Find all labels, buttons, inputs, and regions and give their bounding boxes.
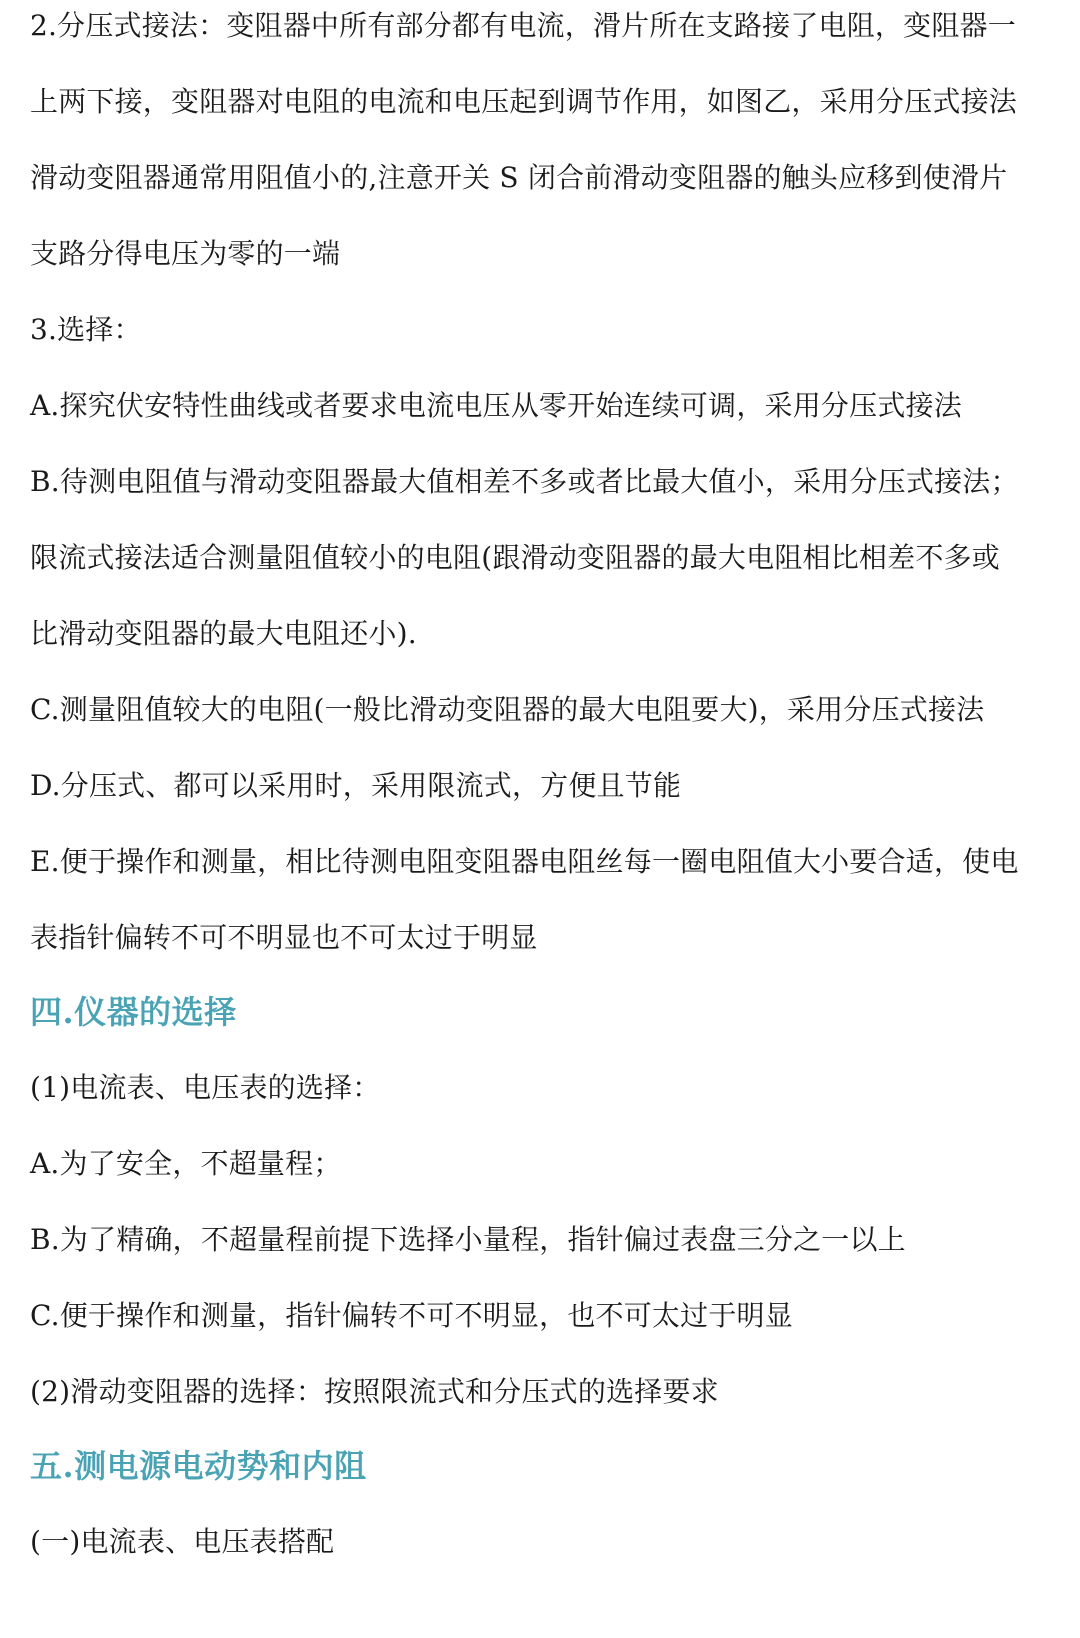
list-item: A.探究伏安特性曲线或者要求电流电压从零开始连续可调，采用分压式接法 bbox=[30, 389, 962, 422]
list-item: C.测量阻值较大的电阻(一般比滑动变阻器的最大电阻要大)，采用分压式接法 bbox=[30, 693, 985, 726]
paragraph-line: 2.分压式接法：变阻器中所有部分都有电流，滑片所在支路接了电阻，变阻器一 bbox=[30, 9, 1016, 42]
list-item: C.便于操作和测量，指针偏转不可不明显，也不可太过于明显 bbox=[30, 1299, 793, 1332]
subsection-label: (2)滑动变阻器的选择：按照限流式和分压式的选择要求 bbox=[30, 1375, 719, 1408]
paragraph-line: 滑动变阻器通常用阻值小的,注意开关 S 闭合前滑动变阻器的触头应移到使滑片 bbox=[30, 161, 1008, 194]
list-item: A.为了安全，不超量程； bbox=[30, 1147, 342, 1180]
list-item: B.待测电阻值与滑动变阻器最大值相差不多或者比最大值小，采用分压式接法； bbox=[30, 465, 1019, 498]
section-heading: 五.测电源电动势和内阻 bbox=[30, 1447, 367, 1485]
paragraph-line: 上两下接，变阻器对电阻的电流和电压起到调节作用，如图乙，采用分压式接法 bbox=[30, 85, 1018, 118]
paragraph-line: 比滑动变阻器的最大电阻还小). bbox=[30, 617, 417, 650]
paragraph-line: 限流式接法适合测量阻值较小的电阻(跟滑动变阻器的最大电阻相比相差不多或 bbox=[30, 541, 1000, 574]
list-item: D.分压式、都可以采用时，采用限流式，方便且节能 bbox=[30, 769, 682, 802]
paragraph-line: 支路分得电压为零的一端 bbox=[30, 237, 341, 270]
subsection-label: (一)电流表、电压表搭配 bbox=[30, 1525, 335, 1558]
subsection-label: (1)电流表、电压表的选择： bbox=[30, 1071, 381, 1104]
paragraph-line: 表指针偏转不可不明显也不可太过于明显 bbox=[30, 921, 538, 954]
list-item: B.为了精确，不超量程前提下选择小量程，指针偏过表盘三分之一以上 bbox=[30, 1223, 906, 1256]
list-item: E.便于操作和测量，相比待测电阻变阻器电阻丝每一圈电阻值大小要合适，使电 bbox=[30, 845, 1019, 878]
section-label: 3.选择： bbox=[30, 313, 142, 346]
section-heading: 四.仪器的选择 bbox=[30, 993, 237, 1031]
